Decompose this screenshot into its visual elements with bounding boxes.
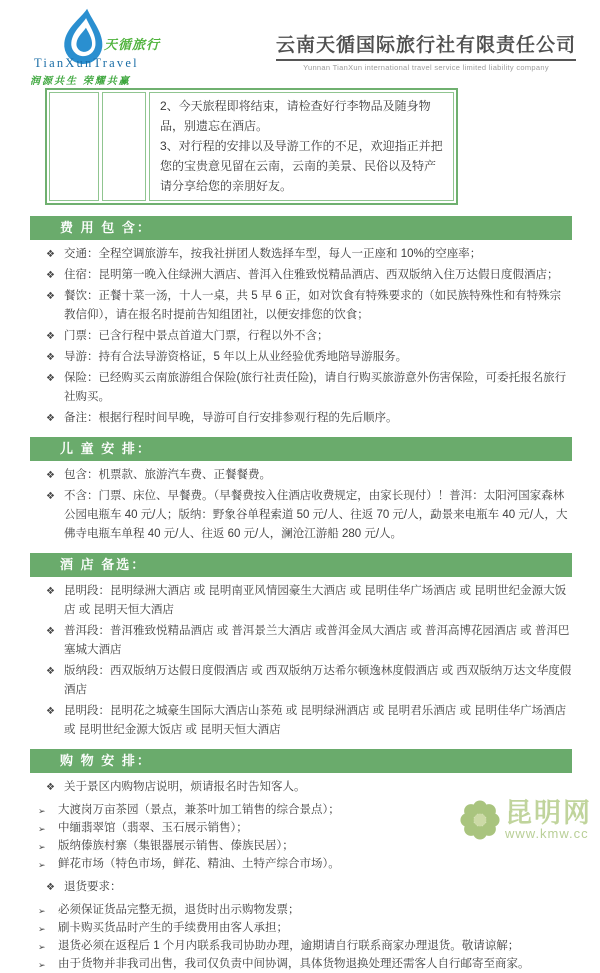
list-item-text: 昆明段：昆明绿洲大酒店 或 昆明南亚风情园豪生大酒店 或 昆明佳华广场酒店 或 昆明世纪金源大饭店 或 昆明天恒大酒店 — [64, 585, 567, 616]
table-cell-empty — [102, 92, 146, 201]
children-list — [30, 466, 572, 544]
arrow-bullet-icon: ➢ — [38, 860, 46, 870]
list-item — [46, 622, 572, 660]
list-item-text: 退货必须在返程后 1 个月内联系我司协助办理，逾期请自行联系商家办理退货。敬请谅解； — [58, 940, 520, 952]
hotels-list — [30, 582, 572, 740]
diamond-bullet-icon: ❖ — [46, 626, 55, 637]
section-header-shopping — [30, 749, 572, 773]
list-item-text: 昆明段：昆明花之城豪生国际大酒店山茶苑 或 昆明绿洲酒店 或 昆明君乐酒店 或 昆明佳华广场酒店 或 昆明世纪金源大饭店 或 昆明天恒大酒店 — [64, 705, 567, 736]
diamond-bullet-icon: ❖ — [46, 586, 55, 597]
list-item — [46, 466, 572, 485]
company-name-en: Yunnan TianXun international travel service limited liability company — [303, 63, 549, 72]
arrow-bullet-icon: ➢ — [38, 942, 46, 952]
watermark-site-name: 昆明网 — [505, 798, 592, 828]
notice-line: 3、对行程的安排以及导游工作的不足，欢迎指正并把您的宝贵意见留在云南，云南的美景、民俗以及特产请分享给您的亲朋好友。 — [160, 139, 443, 193]
notice-line: 2、今天旅程即将结束，请检查好行李物品及随身物品，别遗忘在酒店。 — [160, 99, 431, 133]
flower-logo-icon — [457, 797, 503, 843]
arrow-bullet-icon: ➢ — [38, 906, 46, 916]
diamond-bullet-icon: ❖ — [46, 782, 55, 793]
list-item-text: 关于景区内购物店说明，烦请报名时告知客人。 — [64, 781, 306, 793]
list-item — [46, 662, 572, 700]
arrow-bullet-icon: ➢ — [38, 924, 46, 934]
table-cell-notes — [149, 92, 454, 201]
list-item — [38, 920, 572, 937]
section-title: 费 用 包 含： — [60, 220, 152, 235]
diamond-bullet-icon: ❖ — [46, 706, 55, 717]
list-item-text: 门票：已含行程中景点首道大门票，行程以外不含； — [64, 330, 329, 342]
itinerary-notice-table — [45, 88, 458, 205]
diamond-bullet-icon: ❖ — [46, 291, 55, 302]
list-item-text: 不含：门票、床位、早餐费。（早餐费按入住酒店收费规定，由家长现付）！普洱：太阳河国家森林公园电瓶车 40 元/人；版纳：野象谷单程索道 50 元/人、往返 70 元/人，勐景来电瓶车 40 元/人，大佛寺电瓶车单程 40 元/人、往返 60 元/人，澜沧江游船 280 元/人。 — [64, 490, 568, 540]
arrow-bullet-icon: ➢ — [38, 806, 46, 816]
section-title: 儿 童 安 排： — [60, 441, 152, 456]
list-item — [46, 778, 572, 797]
diamond-bullet-icon: ❖ — [46, 413, 55, 424]
list-item-text: 交通：全程空调旅游车，按我社拼团人数选择车型，每人一正座和 10%的空座率； — [64, 248, 482, 260]
list-item-text: 导游：持有合法导游资格证，5 年以上从业经验优秀地陪导游服务。 — [64, 351, 408, 363]
list-item — [46, 348, 572, 367]
list-item — [38, 956, 572, 973]
watermark-text-block — [505, 799, 592, 841]
list-item — [38, 938, 572, 955]
fees-list — [30, 245, 572, 428]
list-item-text: 大渡岗万亩茶园（景点，兼茶叶加工销售的综合景点）； — [58, 804, 340, 816]
diamond-bullet-icon: ❖ — [46, 270, 55, 281]
section-header-hotels — [30, 553, 572, 577]
list-item-text: 备注：根据行程时间早晚，导游可自行安排参观行程的先后顺序。 — [64, 412, 398, 424]
arrow-bullet-icon: ➢ — [38, 842, 46, 852]
diamond-bullet-icon: ❖ — [46, 491, 55, 502]
company-name-cn: 云南天循国际旅行社有限责任公司 — [276, 30, 576, 61]
list-item — [46, 582, 572, 620]
list-item-text: 版纳段：西双版纳万达假日度假酒店 或 西双版纳万达希尔顿逸林度假酒店 或 西双版纳万达文华度假酒店 — [64, 665, 572, 696]
list-item-text: 包含：机票款、旅游汽车费、正餐餐费。 — [64, 469, 271, 481]
returns-list — [30, 878, 572, 897]
watermark-site-url: www.kmw.cc — [505, 826, 589, 841]
list-item-text: 退货要求： — [64, 881, 122, 893]
diamond-bullet-icon: ❖ — [46, 470, 55, 481]
list-item-text: 必须保证货品完整无损，退货时出示购物发票； — [58, 904, 300, 916]
section-title: 酒 店 备选： — [60, 557, 147, 572]
list-item — [46, 287, 572, 325]
list-item-text: 保险：已经购买云南旅游组合保险(旅行社责任险)，请自行购买旅游意外伤害保险，可委托报名旅行社购买。 — [64, 372, 567, 403]
list-item — [46, 487, 572, 544]
diamond-bullet-icon: ❖ — [46, 352, 55, 363]
list-item-text: 餐饮：正餐十菜一汤，十人一桌，共 5 早 6 正，如对饮食有特殊要求的（如民族特殊性和有特殊宗教信仰），请在报名时提前告知组团社，以便安排您的饮食； — [64, 290, 562, 321]
list-item — [46, 327, 572, 346]
list-item — [38, 902, 572, 919]
kmw-watermark — [457, 797, 592, 843]
list-item-text: 版纳傣族村寨（集银器展示销售、傣族民居）； — [58, 840, 294, 852]
list-item — [46, 878, 572, 897]
list-item — [46, 409, 572, 428]
diamond-bullet-icon: ❖ — [46, 331, 55, 342]
brand-slogan: 润源共生 荣耀共赢 — [30, 76, 131, 87]
brand-name-en: TianXunTravel — [34, 56, 139, 70]
list-item — [46, 369, 572, 407]
section-header-fees — [30, 216, 572, 240]
list-item-text: 中缅翡翠馆（翡翠、玉石展示销售）； — [58, 822, 248, 834]
arrow-bullet-icon: ➢ — [38, 960, 46, 970]
diamond-bullet-icon: ❖ — [46, 249, 55, 260]
list-item — [38, 856, 572, 873]
list-item — [46, 702, 572, 740]
diamond-bullet-icon: ❖ — [46, 666, 55, 677]
list-item-text: 普洱段：普洱雅致悦精品酒店 或 普洱景兰大酒店 或普洱金凤大酒店 或 普洱高博花园酒店 或 普洱巴塞城大酒店 — [64, 625, 570, 656]
list-item-text: 鲜花市场（特色市场，鲜花、精油、土特产综合市场）。 — [58, 858, 340, 870]
diamond-bullet-icon: ❖ — [46, 882, 55, 893]
section-header-children — [30, 437, 572, 461]
arrow-bullet-icon: ➢ — [38, 824, 46, 834]
shopping-list — [30, 778, 572, 797]
diamond-bullet-icon: ❖ — [46, 373, 55, 384]
brand-name-cn: 天循旅行 — [104, 37, 161, 52]
returns-sublist — [22, 902, 572, 973]
list-item-text: 住宿：昆明第一晚入住绿洲大酒店、普洱入住雅致悦精品酒店、西双版纳入住万达假日度假酒店； — [64, 269, 559, 281]
company-logo — [28, 4, 218, 87]
list-item-text: 刷卡购买货品时产生的手续费用由客人承担； — [58, 922, 288, 934]
section-title: 购 物 安 排： — [60, 753, 152, 768]
list-item — [46, 266, 572, 285]
list-item — [46, 245, 572, 264]
table-cell-empty — [49, 92, 99, 201]
company-title-block — [276, 30, 576, 72]
list-item-text: 由于货物并非我司出售，我司仅负责中间协调，具体货物退换处理还需客人自行邮寄至商家。 — [58, 958, 530, 970]
